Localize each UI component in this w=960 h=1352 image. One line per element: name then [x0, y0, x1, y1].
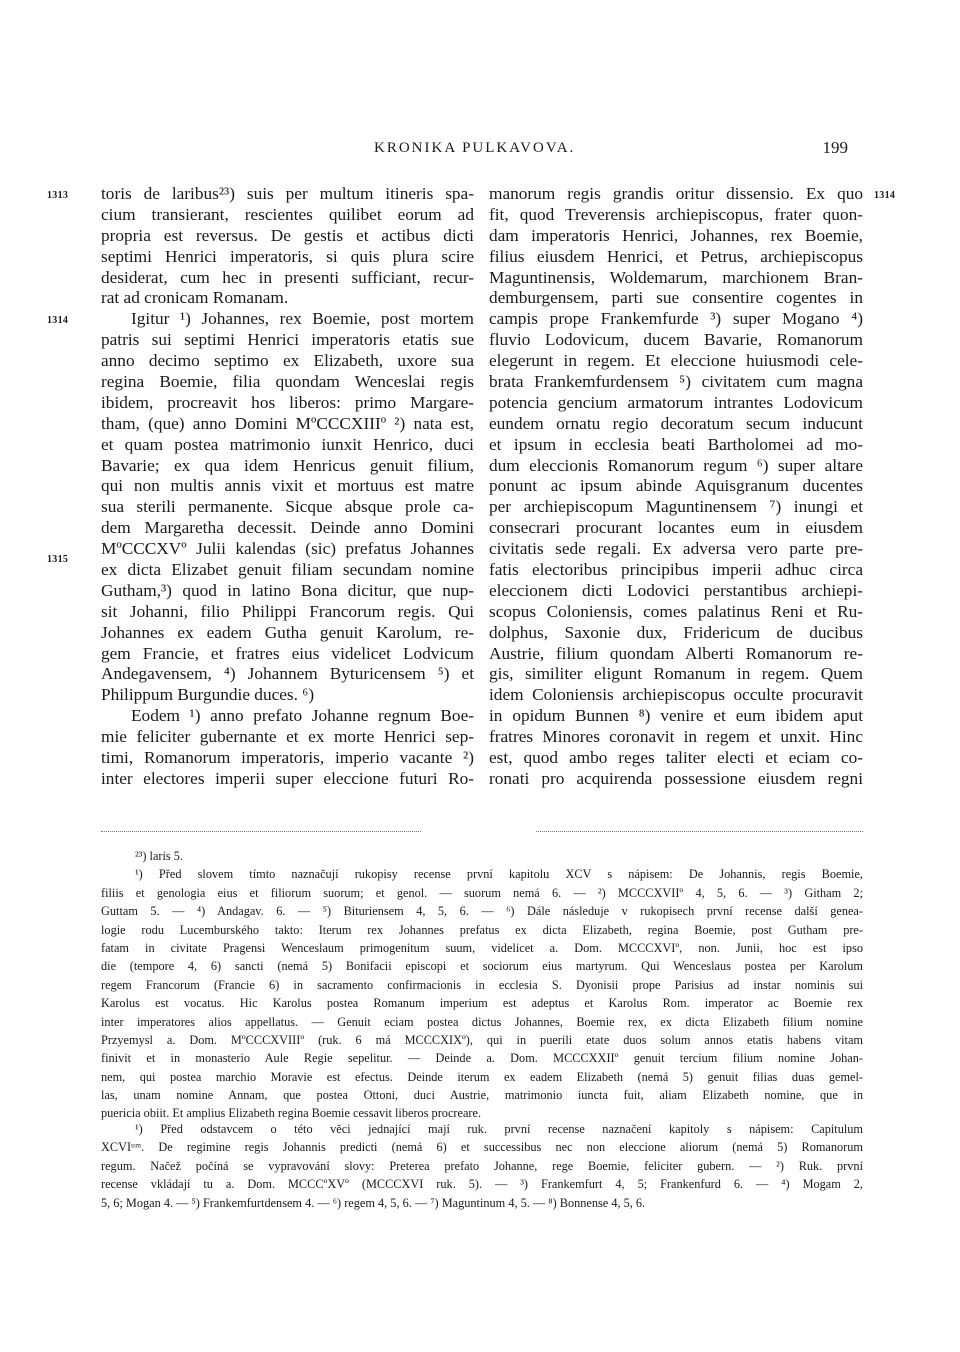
- text-line: brata Frankemfurdensem ⁵) civitatem cum magna: [489, 372, 863, 392]
- text-line: sit Johanni, filio Philippi Francorum regis. Qui: [101, 601, 474, 621]
- footnote-line: Przyemysl a. Dom. MºCCCXVIIIº (ruk. 6 má MCCCXIXº), qui in puerili etate duos solum annos etatis habens vitam: [101, 1032, 863, 1047]
- text-line: MºCCCXVº Julii kalendas (sic) prefatus Johannes: [101, 539, 474, 559]
- footnote-line: ²³) laris 5.: [135, 849, 184, 863]
- text-line: ex dicta Elizabet genuit filiam secundam nomine: [101, 560, 474, 580]
- text-line: toris de laribus²³) suis per multum itineris spa-: [101, 184, 474, 203]
- text-line: mie feliciter gubernante et ex morte Henrici sep-: [101, 727, 474, 747]
- footnotes-block: [101, 847, 863, 1123]
- text-line: inter electores imperii super eleccione futuri Ro-: [101, 768, 474, 788]
- footnote-line: 5, 6; Mogan 4. — ⁵) Frankemfurtdensem 4. — ⁶) regem 4, 5, 6. — ⁷) Maguntinum 4, 5. — ⁸) Bonnense 4, 5, 6.: [101, 1195, 646, 1210]
- text-line: Johannes ex eadem Gutha genuit Karolum, re-: [101, 622, 474, 642]
- text-line: anno decimo septimo ex Elizabeth, uxore sua: [101, 351, 474, 371]
- text-line: ronati pro acquirenda possessione eiusdem regni: [489, 768, 863, 788]
- text-line: fit, quod Treverensis archiepiscopus, frater quon-: [489, 204, 863, 224]
- text-line: Philippum Burgundie duces. ⁶): [101, 685, 315, 705]
- text-line: consecrari procurant locantes eum in eiusdem: [489, 518, 863, 538]
- text-line: patris sui septimi Henrici imperatoris etatis sue: [101, 330, 474, 350]
- footnote-line: ¹) Před slovem tímto naznačují rukopisy recense první kapitolu XCV s nápisem: De Johannis, regis Boemie,: [135, 867, 863, 882]
- text-line: gis, similiter eligunt Romanum in regem. Quem: [489, 664, 863, 684]
- left-column: [101, 184, 474, 790]
- text-line: septimi Henrici imperatoris, si quis plura scire: [101, 246, 474, 266]
- text-line: dum eleccionis Romanorum regum ⁶) super altare: [489, 455, 863, 475]
- text-line: gem Francie, et fratres eius videlicet Lodvicum: [101, 643, 474, 663]
- footnote-rule-left: [101, 831, 421, 832]
- footnote-rule-right: [536, 831, 863, 832]
- footnote-line: finivit et in monasterio Aule Regie sepelitur. — Deinde a. Dom. MCCCXXIIº genuit tercium filium nomine Johan-: [101, 1051, 863, 1066]
- text-line: sua sterili permanente. Sicque absque prole ca-: [101, 497, 474, 517]
- text-line: campis prope Frankemfurde ³) super Mogano ⁴): [489, 309, 863, 329]
- text-line: Maguntinensis, Woldemarum, marchionem Bran-: [489, 267, 863, 287]
- text-line: tham, (que) anno Domini MºCCCXIIIº ²) nata est,: [101, 413, 474, 433]
- footnotes-block-second: [101, 1120, 863, 1212]
- footnote-line: die (tempore 4, 6) sancti (nemá 5) Bonifacii episcopi et sociorum eius martyrum. Qui Wenceslaus postea per Karolum: [101, 959, 863, 974]
- page-number: 199: [822, 138, 848, 157]
- text-line: et quam postea matrimonio iunxit Henrico, duci: [101, 434, 474, 454]
- text-line: ibidem, procreavit hos liberos: primo Margare-: [101, 392, 474, 412]
- text-line: eleccionem dicti Lodovici perstantibus archiepi-: [489, 580, 863, 600]
- text-line: potencia gencium armatorum intrantes Lodovicum: [489, 392, 863, 412]
- text-line: scopus Coloniensis, comes palatinus Reni et Ru-: [489, 601, 863, 621]
- footnote-line: Karolus est vocatus. Hic Karolus postea Romanum imperium est adeptus et Karolus Rom. imperator ac Boemie rex: [101, 996, 863, 1011]
- text-line: dem Margaretha decessit. Deinde anno Domini: [101, 518, 474, 538]
- footnote-line: puericia obiit. Et amplius Elizabeth regina Boemie cessavit liberos procreare.: [101, 1106, 482, 1121]
- text-line: regina Boemie, filia quondam Wenceslai regis: [101, 372, 474, 392]
- margin-year-1314-right: 1314: [874, 190, 896, 201]
- footnote-line: recense vkládají tu a. Dom. MCCCºXVº (MCCCXVI ruk. 5). — ³) Frankemfurt 4, 5; Frankenfurd 6. — ⁴) Mogam 2,: [101, 1177, 863, 1192]
- text-line: Gutham,³) quod in latino Bona dicitur, que nup-: [101, 580, 474, 600]
- margin-year-1314: 1314: [47, 315, 69, 326]
- footnote-line: XCVIᵘᵐ. De regimine regis Johannis predicti (nemá 6) et successibus nec non eleccione aliorum (nemá 5) Romanorum: [101, 1140, 863, 1155]
- text-line: fluvio Lodovicum, ducem Bavarie, Romanorum: [489, 330, 863, 350]
- footnote-line: filiis et genologia eius et filiorum suorum; et genol. — suorum nemá 6. — ²) MCCCXVIIº 4, 5, 6. — ³) Githam 2;: [101, 885, 863, 900]
- margin-year-1313: 1313: [47, 190, 69, 201]
- footnote-line: ¹) Před odstavcem o této věci jednající mají ruk. první recense naznačení kapitoly s nápisem: Capitulum: [135, 1122, 863, 1136]
- text-line: qui non multis annis vixit et mortuus est matre: [101, 476, 474, 496]
- footnote-line: regem Francorum (Francie 6) in sacramento confirmacionis in ecclesia S. Dyonisii prope Parisius ad instar nominis sui: [101, 977, 863, 992]
- text-line: dam imperatoris Henrici, Johannes, rex Boemie,: [489, 225, 863, 245]
- footnote-line: regum. Načež počíná se vypravování slovy: Preterea prefato Johanne, rege Boemie, feliciter gubern. — ²) Ruk. první: [101, 1158, 863, 1173]
- text-line: Eodem ¹) anno prefato Johanne regnum Boe-: [131, 706, 474, 726]
- footnote-line: fatam in civitate Pragensi Wenceslaum primogenitum suum, videlicet a. Dom. MCCCXVIº, non. Junii, hoc est ipso: [101, 940, 863, 955]
- footnote-line: nem, qui postea marchio Moravie est efectus. Deinde iterum ex eadem Elizabeth (nemá 5) genuit filias duas gemel-: [101, 1069, 863, 1084]
- text-line: in opidum Bunnen ⁸) venire et eum ibidem aput: [489, 706, 863, 726]
- text-line: ponunt ac ipsum abinde Aquisgranum ducentes: [489, 476, 863, 496]
- text-line: eundem ornatu regio decoratum secum inducunt: [489, 413, 863, 433]
- text-line: elegerunt in regem. Et eleccione huiusmodi cele-: [489, 351, 863, 371]
- margin-year-1315: 1315: [47, 554, 69, 565]
- footnote-line: logie rodu Lucemburského takto: Iterum rex Johannes prefatus ex dicta Elizabeth, regina Boemie, post Gutham pre-: [101, 922, 863, 937]
- text-line: dolphus, Saxonie dux, Fridericum de ducibus: [489, 622, 863, 642]
- running-title: KRONIKA PULKAVOVA.: [374, 140, 576, 156]
- right-column: [489, 184, 863, 790]
- text-line: Austrie, filium quondam Alberti Romanorum re-: [489, 643, 863, 663]
- text-line: timi, Romanorum imperatoris, imperio vacante ²): [101, 748, 474, 768]
- text-line: est, quod ambo reges taliter electi et eciam co-: [489, 748, 863, 768]
- text-line: propria est reversus. De gestis et actibus dicti: [101, 225, 474, 245]
- text-line: per archiepiscopum Maguntinensem ⁷) inungi et: [489, 497, 863, 517]
- text-line: cium transierant, rescientes quilibet eorum ad: [101, 204, 474, 224]
- text-line: civitatis sede regali. Ex adversa vero parte pre-: [489, 539, 863, 559]
- footnote-line: Guttam 5. — ⁴) Andagav. 6. — ⁵) Bituriensem 4, 5, 6. — ⁶) Dále následuje v rukopisech první recense další genea-: [101, 904, 863, 919]
- text-line: filius eiusdem Henrici, et Petrus, archiepiscopus: [489, 246, 863, 266]
- text-line: rat ad cronicam Romanam.: [101, 288, 289, 308]
- text-line: Bavarie; ex qua idem Henricus genuit filium,: [101, 455, 474, 475]
- text-line: Andegavensem, ⁴) Johannem Byturicensem ⁵) et: [101, 664, 474, 684]
- footnote-line: las, unam nomine Annam, que postea Ottoni, duci Austrie, matrimonio iuncta fuit, aliam Elizabeth nomine, que in: [101, 1088, 863, 1103]
- text-line: fratres Minores coronavit in regem et unxit. Hinc: [489, 727, 863, 747]
- text-line: fatis electoribus principibus imperii adhuc circa: [489, 560, 863, 580]
- footnote-line: inter imperatores alios appellatus. — Genuit eciam postea dictus Johannes, Boemie rex, ex dicta Elizabeth filium nomine: [101, 1014, 863, 1029]
- text-line: manorum regis grandis oritur dissensio. Ex quo: [489, 184, 863, 203]
- text-line: desiderat, cum hec in presenti sufficiant, recur-: [101, 267, 474, 287]
- text-line: idem Coloniensis archiepiscopus occulte procuravit: [489, 685, 863, 705]
- text-line: et ipsum in ecclesia beati Bartholomei ad mo-: [489, 434, 863, 454]
- page-header: [0, 140, 960, 164]
- text-line: demburgensem, parti sue consentire cogentes in: [489, 288, 863, 308]
- text-line: Igitur ¹) Johannes, rex Boemie, post mortem: [131, 309, 474, 329]
